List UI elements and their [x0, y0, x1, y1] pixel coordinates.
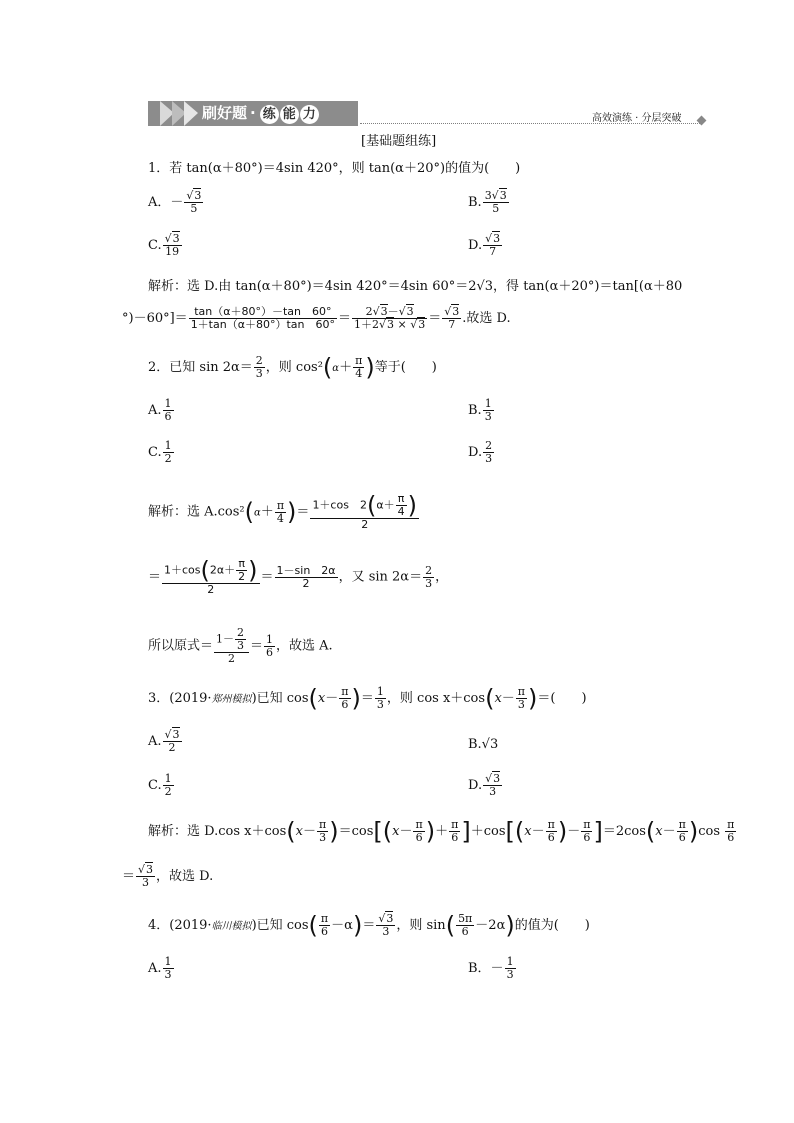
chevron-decoration-icon	[184, 101, 198, 126]
q3-solution-line2: ＝ $\frac{√3}{3}$ ，故选 D.	[122, 863, 214, 889]
header-tagline: 高效演练 · 分层突破	[592, 113, 682, 124]
q2-option-d: D. $\frac{2}{3}$	[468, 439, 493, 465]
q2-solution-line2: ＝ 1＋cos(2α＋ $\frac{\pi}{2}$ ) 2 ＝ $\frac{1-\sin 2\alpha}{2}$ ，又 sin 2α＝ $\frac{2}{3}$ ，	[148, 556, 449, 596]
q3-option-a: A. $\frac{√3}{2}$	[148, 728, 180, 754]
q1-option-b: B. $\frac{3√3}{5}$	[468, 189, 507, 215]
q1-option-d: D. $\frac{√3}{7}$	[468, 232, 501, 258]
q2-option-b: B. $\frac{1}{3}$	[468, 397, 492, 423]
q4-option-b: B．－ $\frac{1}{3}$	[468, 955, 514, 981]
q3-option-d: D. $\frac{√3}{3}$	[468, 772, 501, 798]
q1-solution-line2: °)－60°]＝ $\frac{\tan(\alpha+80^\circ)-\tan 60^\circ}{1+\tan(\alpha+80^\circ)\tan 60^\circ}$ ＝ $\frac{2√3-√3}{1+2√3 \times √3}$ ＝ $\frac{√3}{7}$ .故选 D.	[122, 305, 511, 331]
q3-option-c: C. $\frac{1}{2}$	[148, 772, 172, 798]
q3-solution-line1: 解析：选 D.cos x＋cos(x－ $\frac{\pi}{3}$ )＝cos[(x－ $\frac{\pi}{6}$ )＋ $\frac{\pi}{6}$ ]＋cos[(x－ $\frac{\pi}{6}$ )－ $\frac{\pi}{6}$ ]＝2cos(x－ $\frac{\pi}{6}$ )cos $\frac{\pi}{6}$	[148, 817, 735, 846]
q1-option-a: A．－ $\frac{√3}{5}$	[148, 189, 202, 215]
q4-stem: 4．(2019·临川模拟)已知 cos( $\frac{\pi}{6}$ －α)＝ $\frac{√3}{3}$ ，则 sin( $\frac{5\pi}{6}$ －2α)的值为( )	[148, 911, 590, 940]
q3-stem: 3．(2019·郑州模拟)已知 cos(x－ $\frac{\pi}{6}$ )＝ $\frac{1}{3}$ ，则 cos x＋cos(x－ $\frac{\pi}{3}$ )＝( )	[148, 684, 587, 713]
q2-solution-line1: 解析：选 A.cos²(α＋ $\frac{\pi}{4}$ )＝ 1＋cos 2(α＋ $\frac{\pi}{4}$ ) 2	[148, 491, 417, 531]
q3-option-b: B.√3	[468, 737, 499, 752]
header-title: 刷好题 · 练 能 力	[202, 104, 319, 124]
q2-option-c: C. $\frac{1}{2}$	[148, 439, 172, 465]
q1-option-c: C. $\frac{√3}{19}$	[148, 232, 180, 258]
section-title: [基础题组练]	[361, 134, 437, 149]
q4-option-a: A. $\frac{1}{3}$	[148, 955, 172, 981]
q1-stem: 1．若 tan(α＋80°)＝4sin 420°，则 tan(α＋20°)的值为( )	[148, 161, 521, 176]
q2-option-a: A. $\frac{1}{6}$	[148, 397, 172, 423]
q2-solution-line3: 所以原式＝ 1－ $\frac{2}{3}$ 2 ＝ $\frac{1}{6}$ ，故选 A.	[148, 626, 333, 665]
q1-solution-line1: 解析：选 D.由 tan(α＋80°)＝4sin 420°＝4sin 60°＝2√3，得 tan(α＋20°)＝tan[(α＋80	[148, 279, 683, 294]
q2-stem: 2．已知 sin 2α＝ $\frac{2}{3}$ ，则 cos²(α＋ $\frac{\pi}{4}$ )等于( )	[148, 353, 437, 382]
